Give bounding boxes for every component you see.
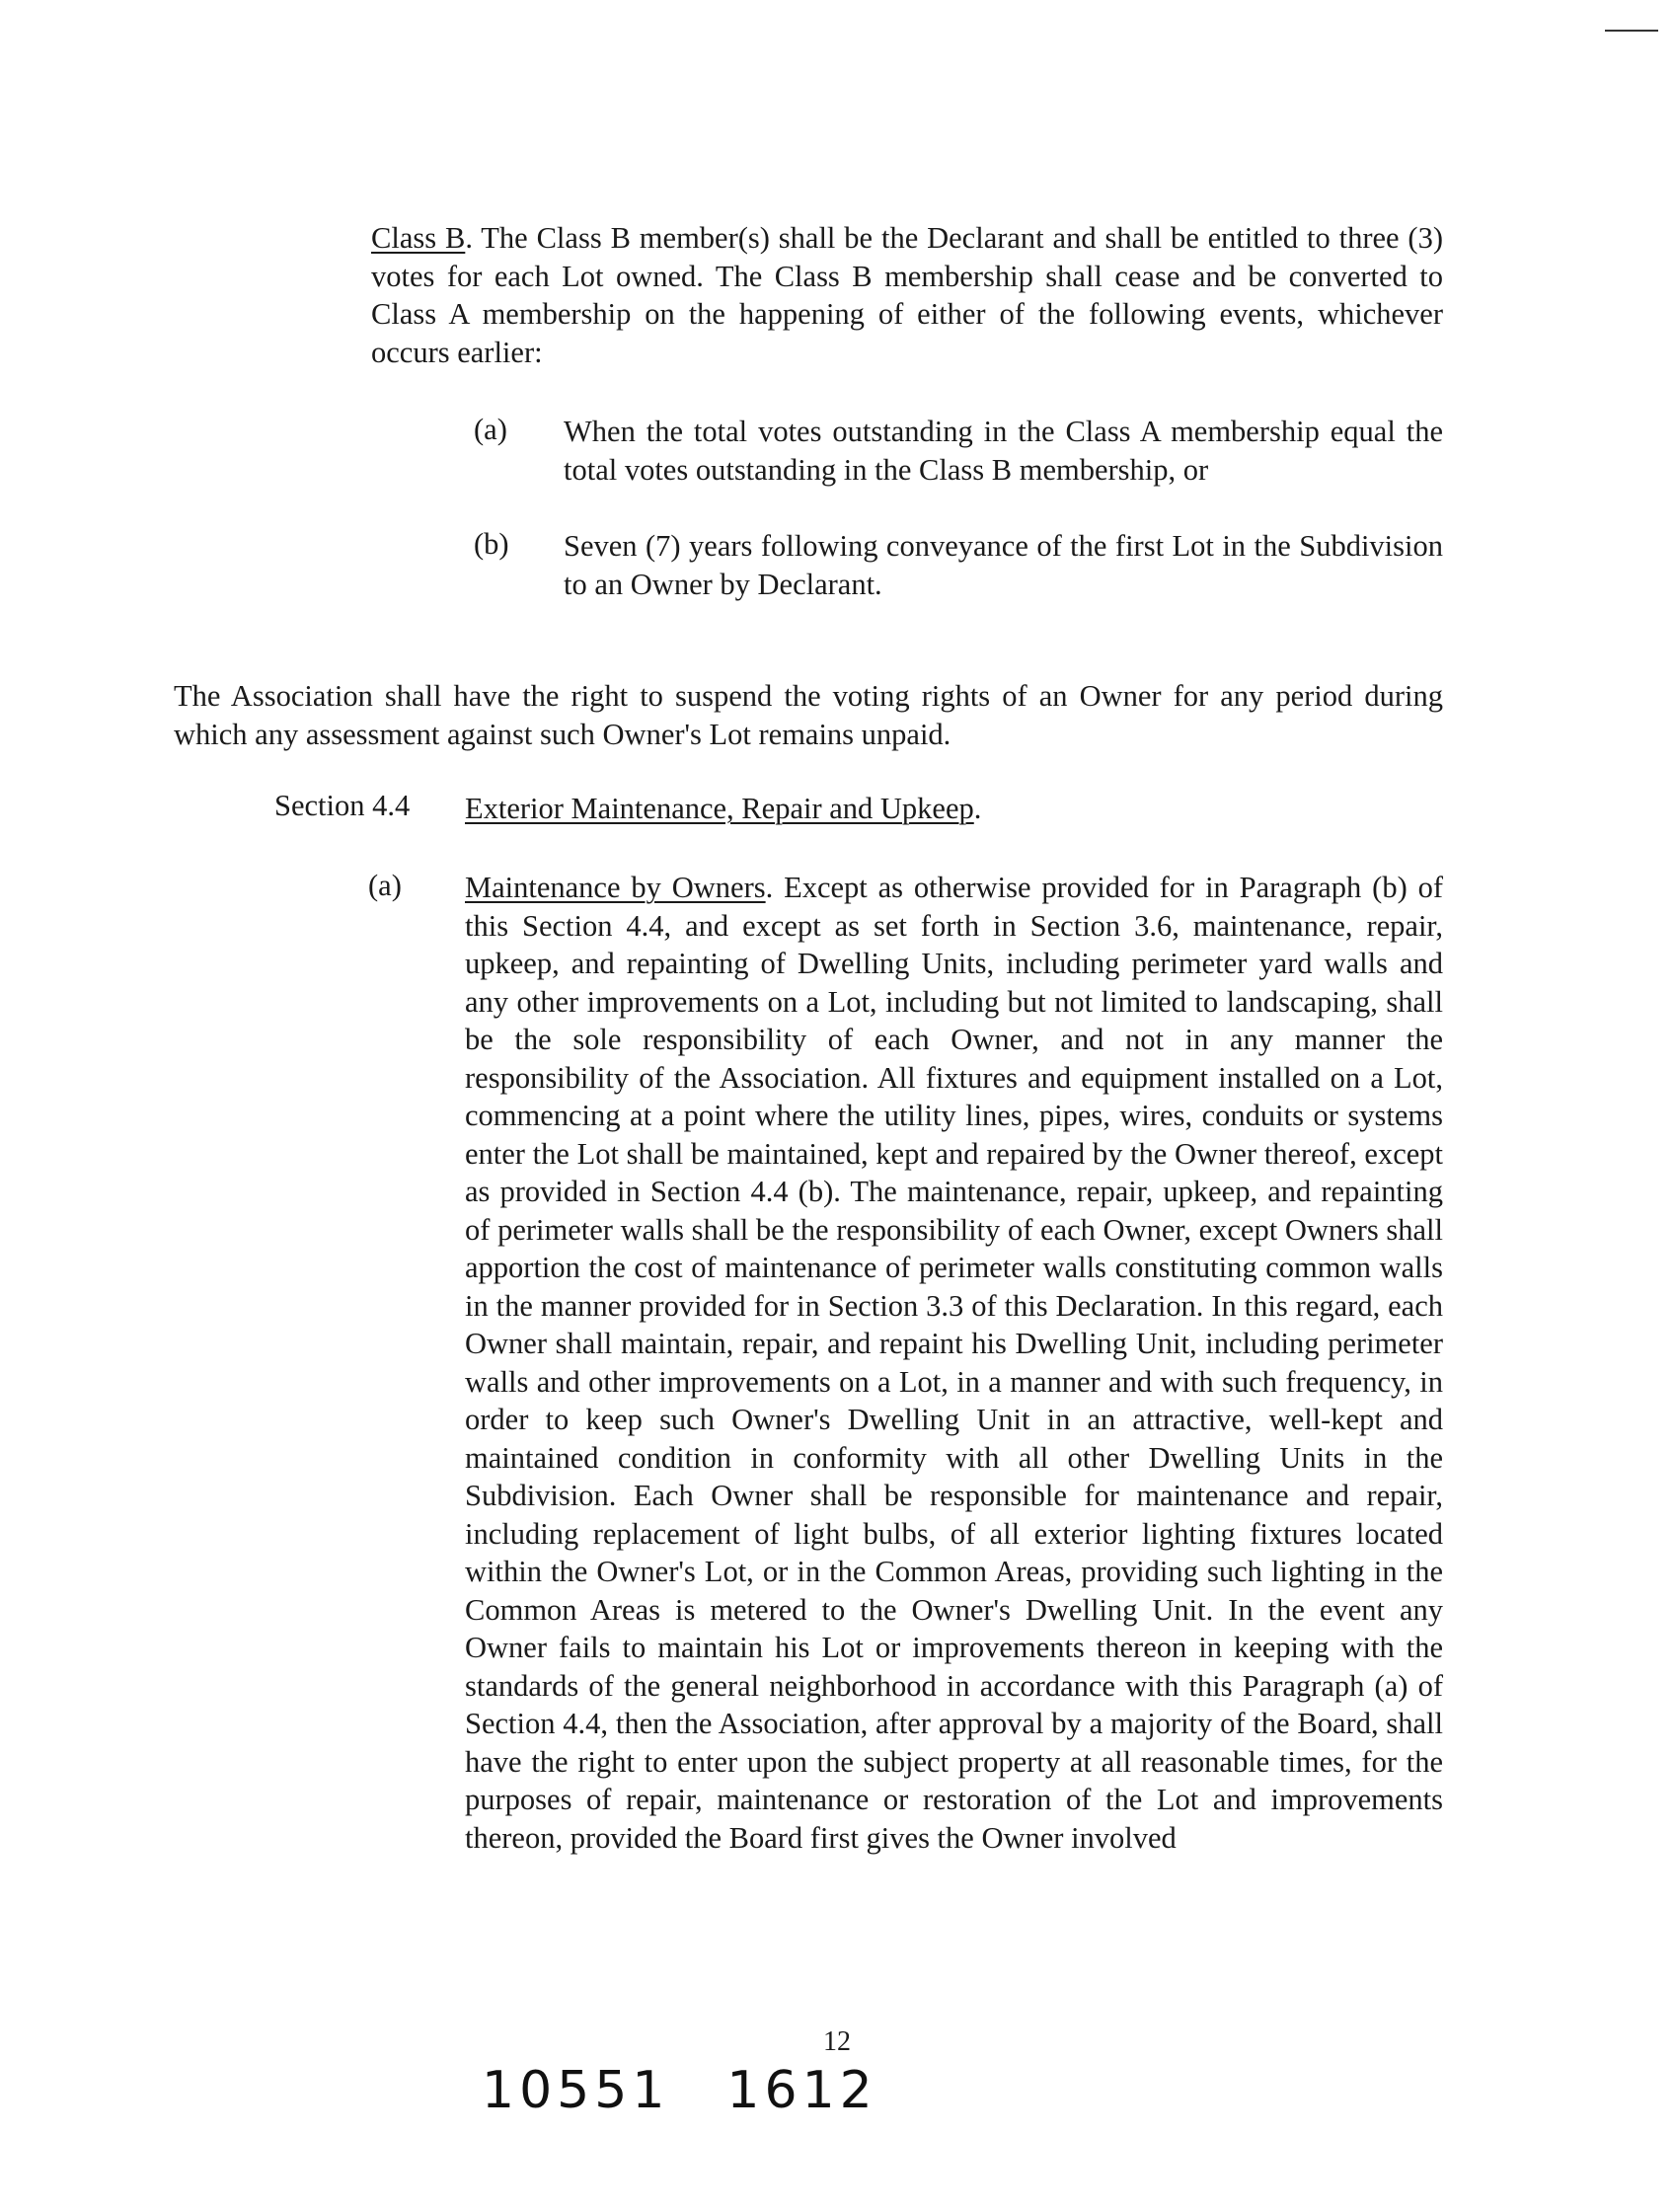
page-number: 12 — [823, 2026, 851, 2057]
section-title-punct: . — [973, 792, 982, 825]
section-title-wrap — [465, 790, 981, 828]
recording-stamp — [482, 2061, 877, 2120]
class-b-heading-punct: . — [465, 221, 473, 255]
maintenance-heading-punct: . — [765, 871, 774, 904]
suspension-paragraph: The Association shall have the right to suspend the voting rights of an Owner for any period during which any assessment against such Owner's Lot remains unpaid. — [174, 679, 1443, 751]
event-b-text: Seven (7) years following conveyance of the first Lot in the Subdivision to an Owner by Declarant. — [564, 529, 1443, 601]
book-number: 10551 — [482, 2061, 670, 2120]
maintenance-marker: (a) — [368, 869, 402, 902]
class-b-heading: Class B — [371, 221, 466, 255]
maintenance-heading: Maintenance by Owners — [465, 871, 766, 904]
class-b-text: The Class B member(s) shall be the Declarant and shall be entitled to three (3) votes for each Lot owned. The Class B membership shall cease and be converted to Class A membership on the happening of either of the following events, whichever occurs earlier: — [371, 221, 1443, 369]
corner-scan-mark — [1605, 30, 1658, 32]
page-stamp-number: 1612 — [726, 2061, 877, 2120]
event-a-marker: (a) — [474, 413, 507, 446]
event-b-marker: (b) — [474, 527, 509, 561]
class-b-paragraph — [371, 219, 1443, 371]
section-title: Exterior Maintenance, Repair and Upkeep — [465, 792, 974, 825]
section-label: Section 4.4 — [274, 789, 411, 822]
maintenance-text: Except as otherwise provided for in Paragraph (b) of this Section 4.4, and except as set forth in Section 3.6, maintenance, repair, upkeep, and repainting of Dwelling Units, including perimeter yard walls and any other improvements on a Lot, including but not limited to landscaping, shall be the sole responsibility of each Owner, and not in any manner the responsibility of the Association. All fixtures and equipment installed on a Lot, commencing at a point where the utility lines, pipes, wires, conduits or systems enter the Lot shall be maintained, kept and repaired by the Owner thereof, except as provided in Section 4.4 (b). The maintenance, repair, upkeep, and repainting of perimeter walls shall be the responsibility of each Owner, except Owners shall apportion the cost of maintenance of perimeter walls constituting common walls in the manner provided for in Section 3.3 of this Declaration. In this regard, each Owner shall maintain, repair, and repaint his Dwelling Unit, including perimeter walls and other improvements on a Lot, in a manner and with such frequency, in order to keep such Owner's Dwelling Unit in an attractive, well-kept and maintained condition in conformity with all other Dwelling Units in the Subdivision. Each Owner shall be responsible for maintenance and repair, including replacement of light bulbs, of all exterior lighting fixtures located within the Owner's Lot, or in the Common Areas, providing such lighting in the Common Areas is metered to the Owner's Dwelling Unit. In the event any Owner fails to maintain his Lot or improvements thereon in keeping with the standards of the general neighborhood in accordance with this Paragraph (a) of Section 4.4, then the Association, after approval by a majority of the Board, shall have the right to enter upon the subject property at all reasonable times, for the purposes of repair, maintenance or restoration of the Lot and improvements thereon, provided the Board first gives the Owner involved — [465, 871, 1443, 1855]
event-a-text: When the total votes outstanding in the Class A membership equal the total votes outstanding in the Class B membership, or — [564, 415, 1443, 487]
maintenance-paragraph — [465, 869, 1443, 1857]
